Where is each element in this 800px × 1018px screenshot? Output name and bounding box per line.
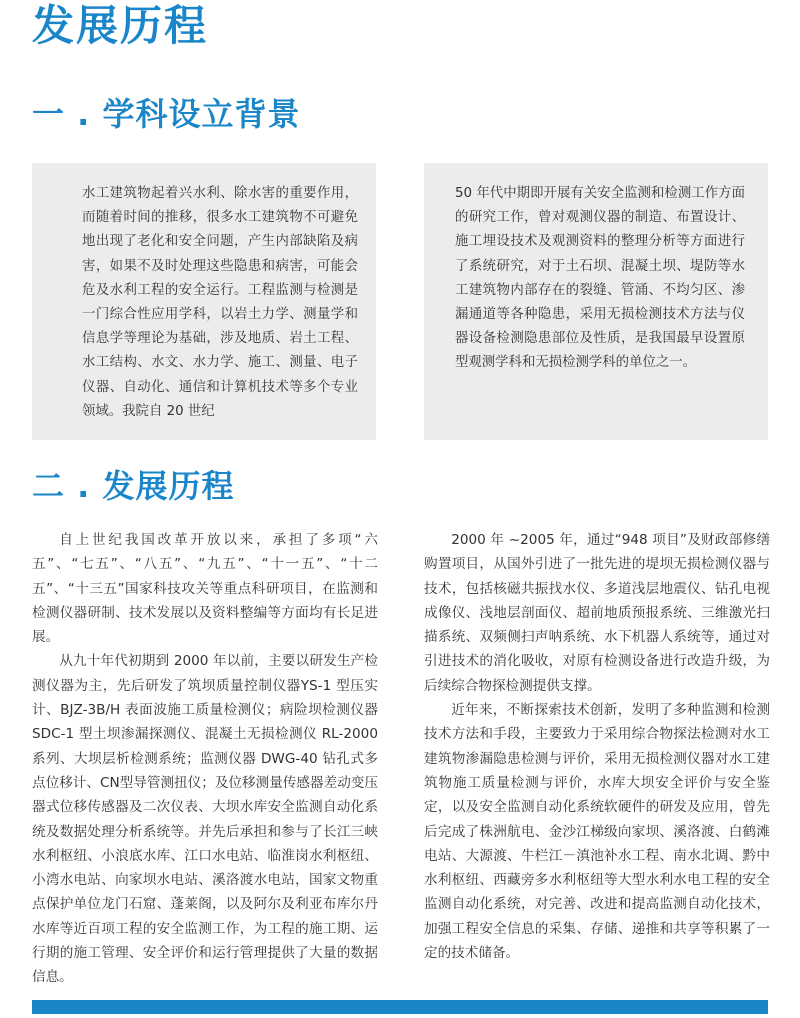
history-column-left: [32, 528, 378, 990]
background-box-left: [32, 163, 376, 440]
background-text-left: 水工建筑物起着兴水利、除水害的重要作用，而随着时间的推移，很多水工建筑物不可避免地出现了老化和安全问题，产生内部缺陷及病害，如果不及时处理这些隐患和病害，可能会危及水利工程的安全运行。工程监测与检测是一门综合性应用学科，以岩土力学、测量学和信息学等理论为基础，涉及地质、岩土工程、水工结构、水文、水力学、施工、测量、电子仪器、自动化、通信和计算机技术等多个专业领域。我院自 20 世纪: [82, 186, 358, 419]
history-paragraph: 2000 年 ~2005 年，通过“948 项目”及财政部修缮购置项目，从国外引进了一批先进的堤坝无损检测仪器与技术，包括核磁共振找水仪、多道浅层地震仪、钻孔电视成像仪、浅地层剖面仪、超前地质预报系统、三维激光扫描系统、双频侧扫声呐系统、水下机器人系统等，通过对引进技术的消化吸收，对原有检测设备进行改造升级，为后续综合物探检测提供支撑。: [424, 532, 770, 694]
section-heading-history: 二 . 发展历程: [32, 467, 235, 505]
section-heading-background: 一 . 学科设立背景: [32, 95, 301, 133]
history-paragraph: 从九十年代初期到 2000 年以前，主要以研发生产检测仪器为主，先后研发了筑坝质量控制仪器YS-1 型压实计、BJZ-3B/H 表面波施工质量检测仪；病险坝检测仪器 SDC-1 型土坝渗漏探测仪、混凝土无损检测仪 RL-2000 系列、大坝层析检测系统；监测仪器 DWG-40 钻孔式多点位移计、CN型导管测扭仪；及位移测量传感器差动变压器式位移传感器及二次仪表、大坝水库安全监测自动化系统及数据处理分析系统等。并先后承担和参与了长江三峡水利枢纽、小浪底水库、江口水电站、临淮岗水利枢纽、小湾水电站、向家坝水电站、溪洛渡水电站，国家文物重点保护单位龙门石窟、蓬莱阁，以及阿尔及利亚布库尔丹水库等近百项工程的安全监测工作，为工程的施工期、运行期的施工管理、安全评价和运行管理提供了大量的数据信息。: [32, 653, 378, 986]
history-column-right: [424, 528, 770, 965]
history-paragraph: 自上世纪我国改革开放以来，承担了多项“六五”、“七五”、“八五”、“九五”、“十一五”、“十二五”、“十三五”国家科技攻关等重点科研项目，在监测和检测仪器研制、技术发展以及资料整编等方面均有长足进展。: [32, 532, 378, 646]
history-paragraph: 近年来，不断探索技术创新，发明了多种监测和检测技术方法和手段，主要致力于采用综合物探法检测对水工建筑物渗漏隐患检测与评价，采用无损检测仪器对水工建筑物施工质量检测与评价，水库大坝安全评价与安全鉴定，以及安全监测自动化系统软硬件的研发及应用，曾先后完成了株洲航电、金沙江梯级向家坝、溪洛渡、白鹤滩电站、大源渡、牛栏江－滇池补水工程、南水北调、黔中水利枢纽、西藏旁多水利枢纽等大型水利水电工程的安全监测自动化系统，对完善、改进和提高监测自动化技术，加强工程安全信息的采集、存储、递推和共享等积累了一定的技术储备。: [424, 702, 770, 962]
page-title: 发展历程: [32, 1, 209, 50]
bottom-accent-bar: [32, 1000, 768, 1014]
background-box-right: [424, 163, 768, 440]
background-text-right: 50 年代中期即开展有关安全监测和检测工作方面的研究工作，曾对观测仪器的制造、布置设计、施工埋设技术及观测资料的整理分析等方面进行了系统研究，对于土石坝、混凝土坝、堤防等水工建筑物内部存在的裂缝、管涌、不均匀区、渗漏通道等各种隐患，采用无损检测技术方法与仪器设备检测隐患部位及性质，是我国最早设置原型观测学科和无损检测学科的单位之一。: [455, 186, 745, 371]
